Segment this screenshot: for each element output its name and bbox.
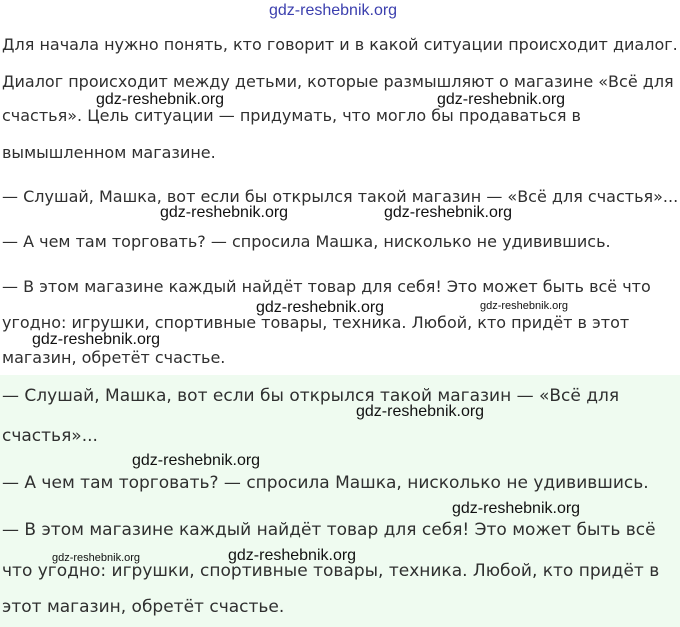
watermark: gdz-reshebnik.org [256,299,385,316]
answer-line-5: что угодно: игрушки, спортивные товары, техника. Любой, кто придёт в [2,561,660,581]
intro-line-2: Диалог происходит между детьми, которые размышляют о магазине «Всё для [2,72,674,91]
watermark: gdz-reshebnik.org [160,204,289,221]
watermark: gdz-reshebnik.org [132,452,261,469]
watermark: gdz-reshebnik.org [384,204,513,221]
watermark: gdz-reshebnik.org [52,552,141,564]
watermark: gdz-reshebnik.org [32,331,161,348]
dialog-line-2: — А чем там торговать? — спросила Машка, нисколько не удивившись. [2,232,611,251]
watermark-top: gdz-reshebnik.org [269,2,398,19]
watermark: gdz-reshebnik.org [480,300,569,312]
intro-line-3: счастья». Цель ситуации — придумать, что могло бы продаваться в [2,106,581,125]
answer-line-1: — Слушай, Машка, вот если бы открылся такой магазин — «Всё для [2,386,620,406]
dialog-line-4: угодно: игрушки, спортивные товары, техника. Любой, кто придёт в этот [2,313,630,332]
answer-line-2: счастья»... [2,426,98,446]
dialog-line-3: — В этом магазине каждый найдёт товар для себя! Это может быть всё что [2,277,651,296]
answer-line-4: — В этом магазине каждый найдёт товар для себя! Это может быть всё [2,520,656,540]
watermark: gdz-reshebnik.org [96,91,225,108]
watermark: gdz-reshebnik.org [228,547,357,564]
answer-line-6: этот магазин, обретёт счастье. [2,597,285,617]
dialog-line-5: магазин, обретёт счастье. [2,348,226,367]
intro-line-1: Для начала нужно понять, кто говорит и в какой ситуации происходит диалог. [2,35,678,54]
watermark: gdz-reshebnik.org [356,403,485,420]
dialog-line-1: — Слушай, Машка, вот если бы открылся такой магазин — «Всё для счастья»... [2,187,679,206]
answer-line-3: — А чем там торговать? — спросила Машка, нисколько не удивившись. [2,473,649,493]
watermark: gdz-reshebnik.org [452,500,581,517]
intro-line-4: вымышленном магазине. [2,143,216,162]
watermark: gdz-reshebnik.org [437,91,566,108]
